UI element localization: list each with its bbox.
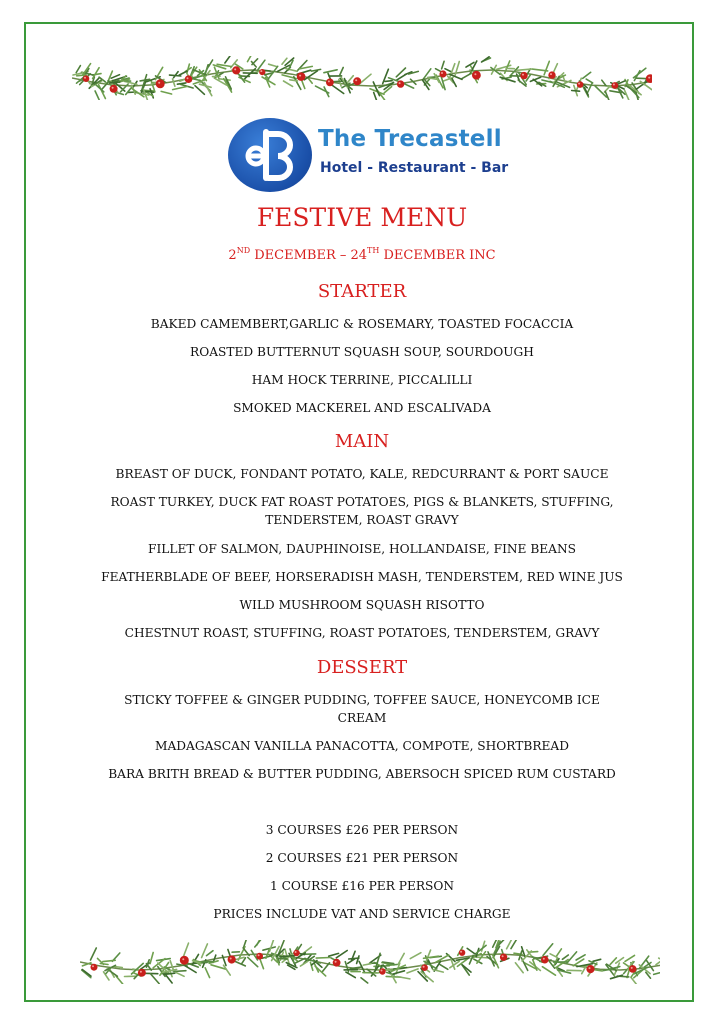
price-line: 2 COURSES £21 PER PERSON: [265, 851, 459, 865]
menu-item: ROASTED BUTTERNUT SQUASH SOUP, SOURDOUGH: [190, 345, 534, 359]
menu-item: CREAM: [337, 711, 387, 725]
section-heading-main: MAIN: [334, 431, 390, 452]
menu-item: FEATHERBLADE OF BEEF, HORSERADISH MASH, TENDERSTEM, RED WINE JUS: [101, 570, 623, 584]
menu-item: BREAST OF DUCK, FONDANT POTATO, KALE, REDCURRANT & PORT SAUCE: [115, 467, 609, 481]
section-heading-dessert: DESSERT: [316, 657, 408, 678]
menu-item: BARA BRITH BREAD & BUTTER PUDDING, ABERSOCH SPICED RUM CUSTARD: [108, 767, 616, 781]
menu-item: CHESTNUT ROAST, STUFFING, ROAST POTATOES, TENDERSTEM, GRAVY: [124, 626, 600, 640]
price-line: 3 COURSES £26 PER PERSON: [265, 823, 459, 837]
menu-item: WILD MUSHROOM SQUASH RISOTTO: [239, 598, 485, 612]
hotel-logo: [228, 116, 518, 196]
logo-emblem-icon: [228, 118, 312, 192]
menu-item: HAM HOCK TERRINE, PICCALILLI: [251, 373, 473, 387]
menu-item: BAKED CAMEMBERT,GARLIC & ROSEMARY, TOASTED FOCACCIA: [150, 317, 574, 331]
brand-tagline: Hotel - Restaurant - Bar: [320, 160, 509, 176]
price-line: 1 COURSE £16 PER PERSON: [269, 879, 455, 893]
holly-garland-top-decoration: [72, 56, 652, 100]
menu-item: SMOKED MACKEREL AND ESCALIVADA: [233, 401, 491, 415]
section-heading-starter: STARTER: [317, 281, 407, 302]
holly-garland-bottom-decoration: [80, 940, 660, 984]
menu-item: ROAST TURKEY, DUCK FAT ROAST POTATOES, PIGS & BLANKETS, STUFFING,: [110, 495, 614, 509]
menu-title: FESTIVE MENU: [256, 203, 468, 232]
price-note: PRICES INCLUDE VAT AND SERVICE CHARGE: [213, 907, 511, 921]
menu-item: STICKY TOFFEE & GINGER PUDDING, TOFFEE SAUCE, HONEYCOMB ICE: [124, 693, 600, 707]
menu-item: FILLET OF SALMON, DAUPHINOISE, HOLLANDAISE, FINE BEANS: [147, 542, 576, 556]
menu-dates: 2ND DECEMBER – 24TH DECEMBER INC: [228, 246, 496, 263]
brand-name: The Trecastell: [318, 126, 502, 152]
menu-item: TENDERSTEM, ROAST GRAVY: [265, 513, 459, 527]
menu-item: MADAGASCAN VANILLA PANACOTTA, COMPOTE, SHORTBREAD: [155, 739, 569, 753]
